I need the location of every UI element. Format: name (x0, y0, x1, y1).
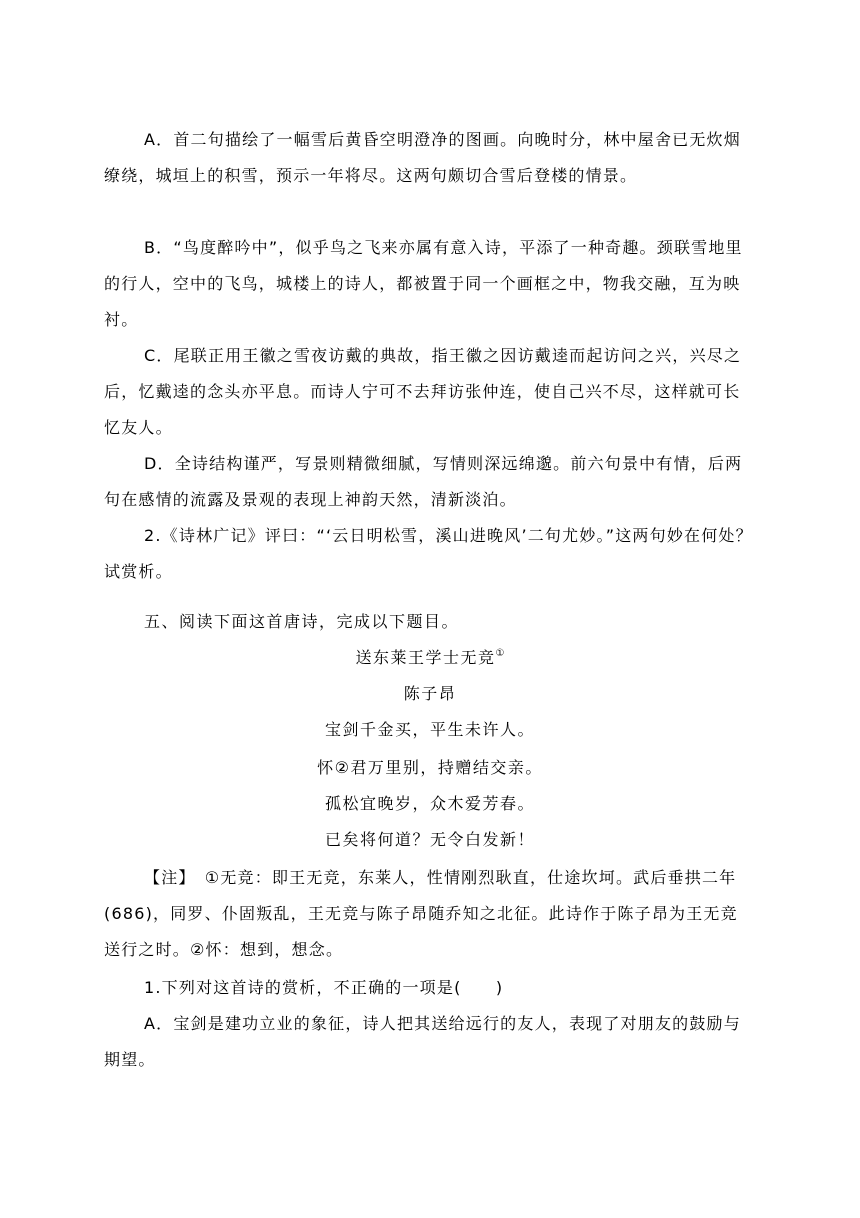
section-heading: 五、阅读下面这首唐诗，完成以下题目。 (144, 612, 460, 631)
option-a: A．宝剑是建功立业的象征，诗人把其送给远行的友人，表现了对朋友的鼓励与期望。 (104, 1014, 741, 1069)
poem-line: 怀②君万里别，持赠结交亲。 (317, 758, 543, 777)
poem-line: 孤松宜晚岁，众木爱芳春。 (324, 794, 535, 813)
option-a-prev: A．首二句描绘了一幅雪后黄昏空明澄净的图画。向晚时分，林中屋舍已无炊烟缭绕，城垣上的积雪，预示一年将尽。这两句颇切合雪后登楼的情景。 (104, 130, 741, 185)
question-1: 1.下列对这首诗的赏析，不正确的一项是( ) (144, 978, 504, 997)
poem-title (0, 640, 860, 676)
option-c-prev: C．尾联正用王徽之雪夜访戴的典故，指王徽之因访戴逵而起访问之兴，兴尽之后，忆戴逵的念头亦平息。而诗人宁可不去拜访张仲连，使自己兴不尽，这样就可长忆友人。 (104, 346, 742, 437)
poem-line: 宝剑千金买，平生未许人。 (324, 720, 535, 739)
poem-note: 【注】 ①无竞：即王无竞，东莱人，性情刚烈耿直，仕途坎坷。武后垂拱二年(686)，同罗、仆固叛乱，王无竞与陈子昂随乔知之北征。此诗作于陈子昂为王无竞送行之时。②怀：想到，想念。 (104, 868, 738, 959)
poem-line: 已矣将何道？无令白发新！ (324, 830, 535, 849)
poem-author: 陈子昂 (403, 684, 457, 703)
question-2-prev: 2.《诗林广记》评曰：“‘云日明松雪，溪山进晚风’二句尤妙。”这两句妙在何处？试赏析。 (104, 526, 753, 581)
option-b-prev: B．“鸟度醉吟中”，似乎鸟之飞来亦属有意入诗，平添了一种奇趣。颈联雪地里的行人，空中的飞鸟，城楼上的诗人，都被置于同一个画框之中，物我交融，互为映衬。 (104, 238, 743, 329)
poem-title-footnote-mark: ① (495, 648, 505, 659)
poem-title-text: 送东莱王学士无竞 (355, 648, 496, 667)
option-d-prev: D．全诗结构谨严，写景则精微细腻，写情则深远绵邈。前六句景中有情，后两句在感情的流露及景观的表现上神韵天然，清新淡泊。 (104, 454, 743, 509)
